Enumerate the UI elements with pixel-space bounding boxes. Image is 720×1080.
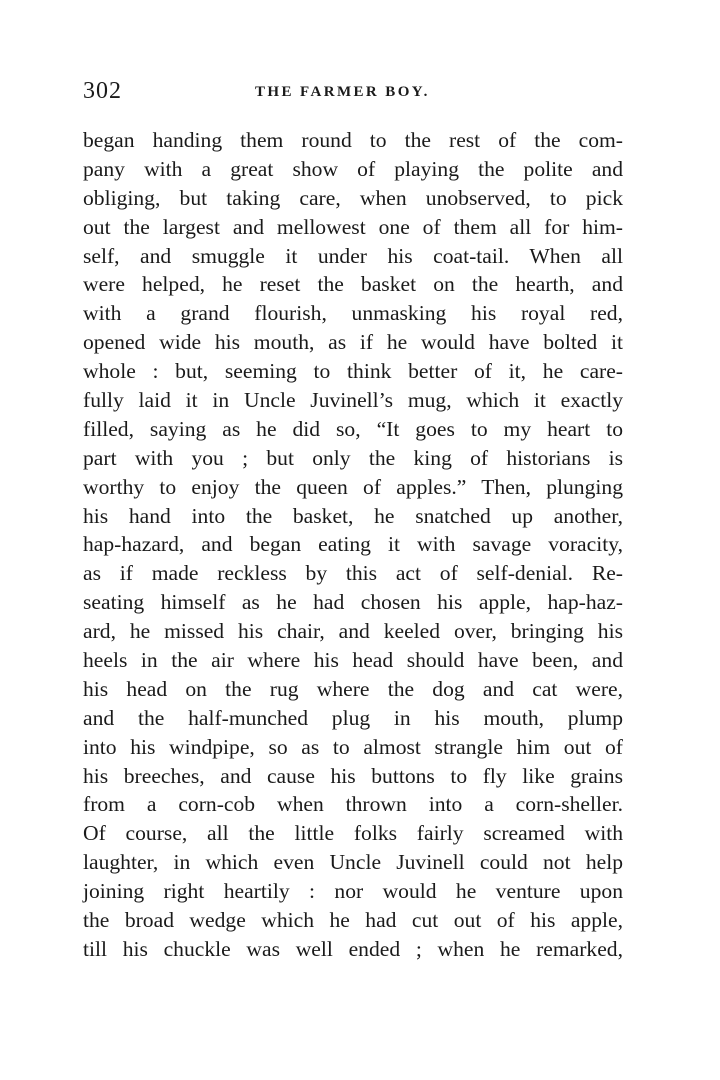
text-line: from a corn-cob when thrown into a corn-sheller. xyxy=(83,792,623,817)
body-text xyxy=(83,126,623,964)
text-line: pany with a great show of playing the polite and xyxy=(83,156,623,181)
text-line: opened wide his mouth, as if he would have bolted it xyxy=(83,330,623,355)
running-title: THE FARMER BOY. xyxy=(255,84,430,100)
text-line: out the largest and mellowest one of them all for him- xyxy=(83,214,623,239)
running-head xyxy=(83,76,623,106)
text-line: worthy to enjoy the queen of apples.” Then, plunging xyxy=(83,474,623,499)
text-line: whole : but, seeming to think better of it, he care- xyxy=(83,359,623,384)
text-line: joining right heartily : nor would he venture upon xyxy=(83,879,623,904)
text-line: self, and smuggle it under his coat-tail. When all xyxy=(83,243,623,268)
text-line: his head on the rug where the dog and cat were, xyxy=(83,676,623,701)
text-line: his hand into the basket, he snatched up another, xyxy=(83,503,623,528)
page-number: 302 xyxy=(83,78,122,104)
text-line: fully laid it in Uncle Juvinell’s mug, which it exactly xyxy=(83,388,623,413)
text-line: Of course, all the little folks fairly screamed with xyxy=(83,821,623,846)
text-line: and the half-munched plug in his mouth, plump xyxy=(83,705,623,730)
text-line: hap-hazard, and began eating it with savage voracity, xyxy=(83,532,623,557)
text-line: his breeches, and cause his buttons to fly like grains xyxy=(83,763,623,788)
text-line: part with you ; but only the king of historians is xyxy=(83,445,623,470)
text-line: into his windpipe, so as to almost strangle him out of xyxy=(83,734,623,759)
text-line: were helped, he reset the basket on the hearth, and xyxy=(83,272,623,297)
text-line: as if made reckless by this act of self-denial. Re- xyxy=(83,561,623,586)
text-line: with a grand flourish, unmasking his royal red, xyxy=(83,301,623,326)
text-line: filled, saying as he did so, “It goes to my heart to xyxy=(83,416,623,441)
text-line: heels in the air where his head should have been, and xyxy=(83,648,623,673)
text-line: laughter, in which even Uncle Juvinell could not help xyxy=(83,850,623,875)
text-line: obliging, but taking care, when unobserved, to pick xyxy=(83,185,623,210)
text-line: the broad wedge which he had cut out of his apple, xyxy=(83,908,623,933)
text-line: seating himself as he had chosen his apple, hap-haz- xyxy=(83,590,623,615)
text-line: began handing them round to the rest of the com- xyxy=(83,128,623,152)
text-line: till his chuckle was well ended ; when he remarked, xyxy=(83,936,623,961)
text-line: ard, he missed his chair, and keeled over, bringing his xyxy=(83,619,623,644)
